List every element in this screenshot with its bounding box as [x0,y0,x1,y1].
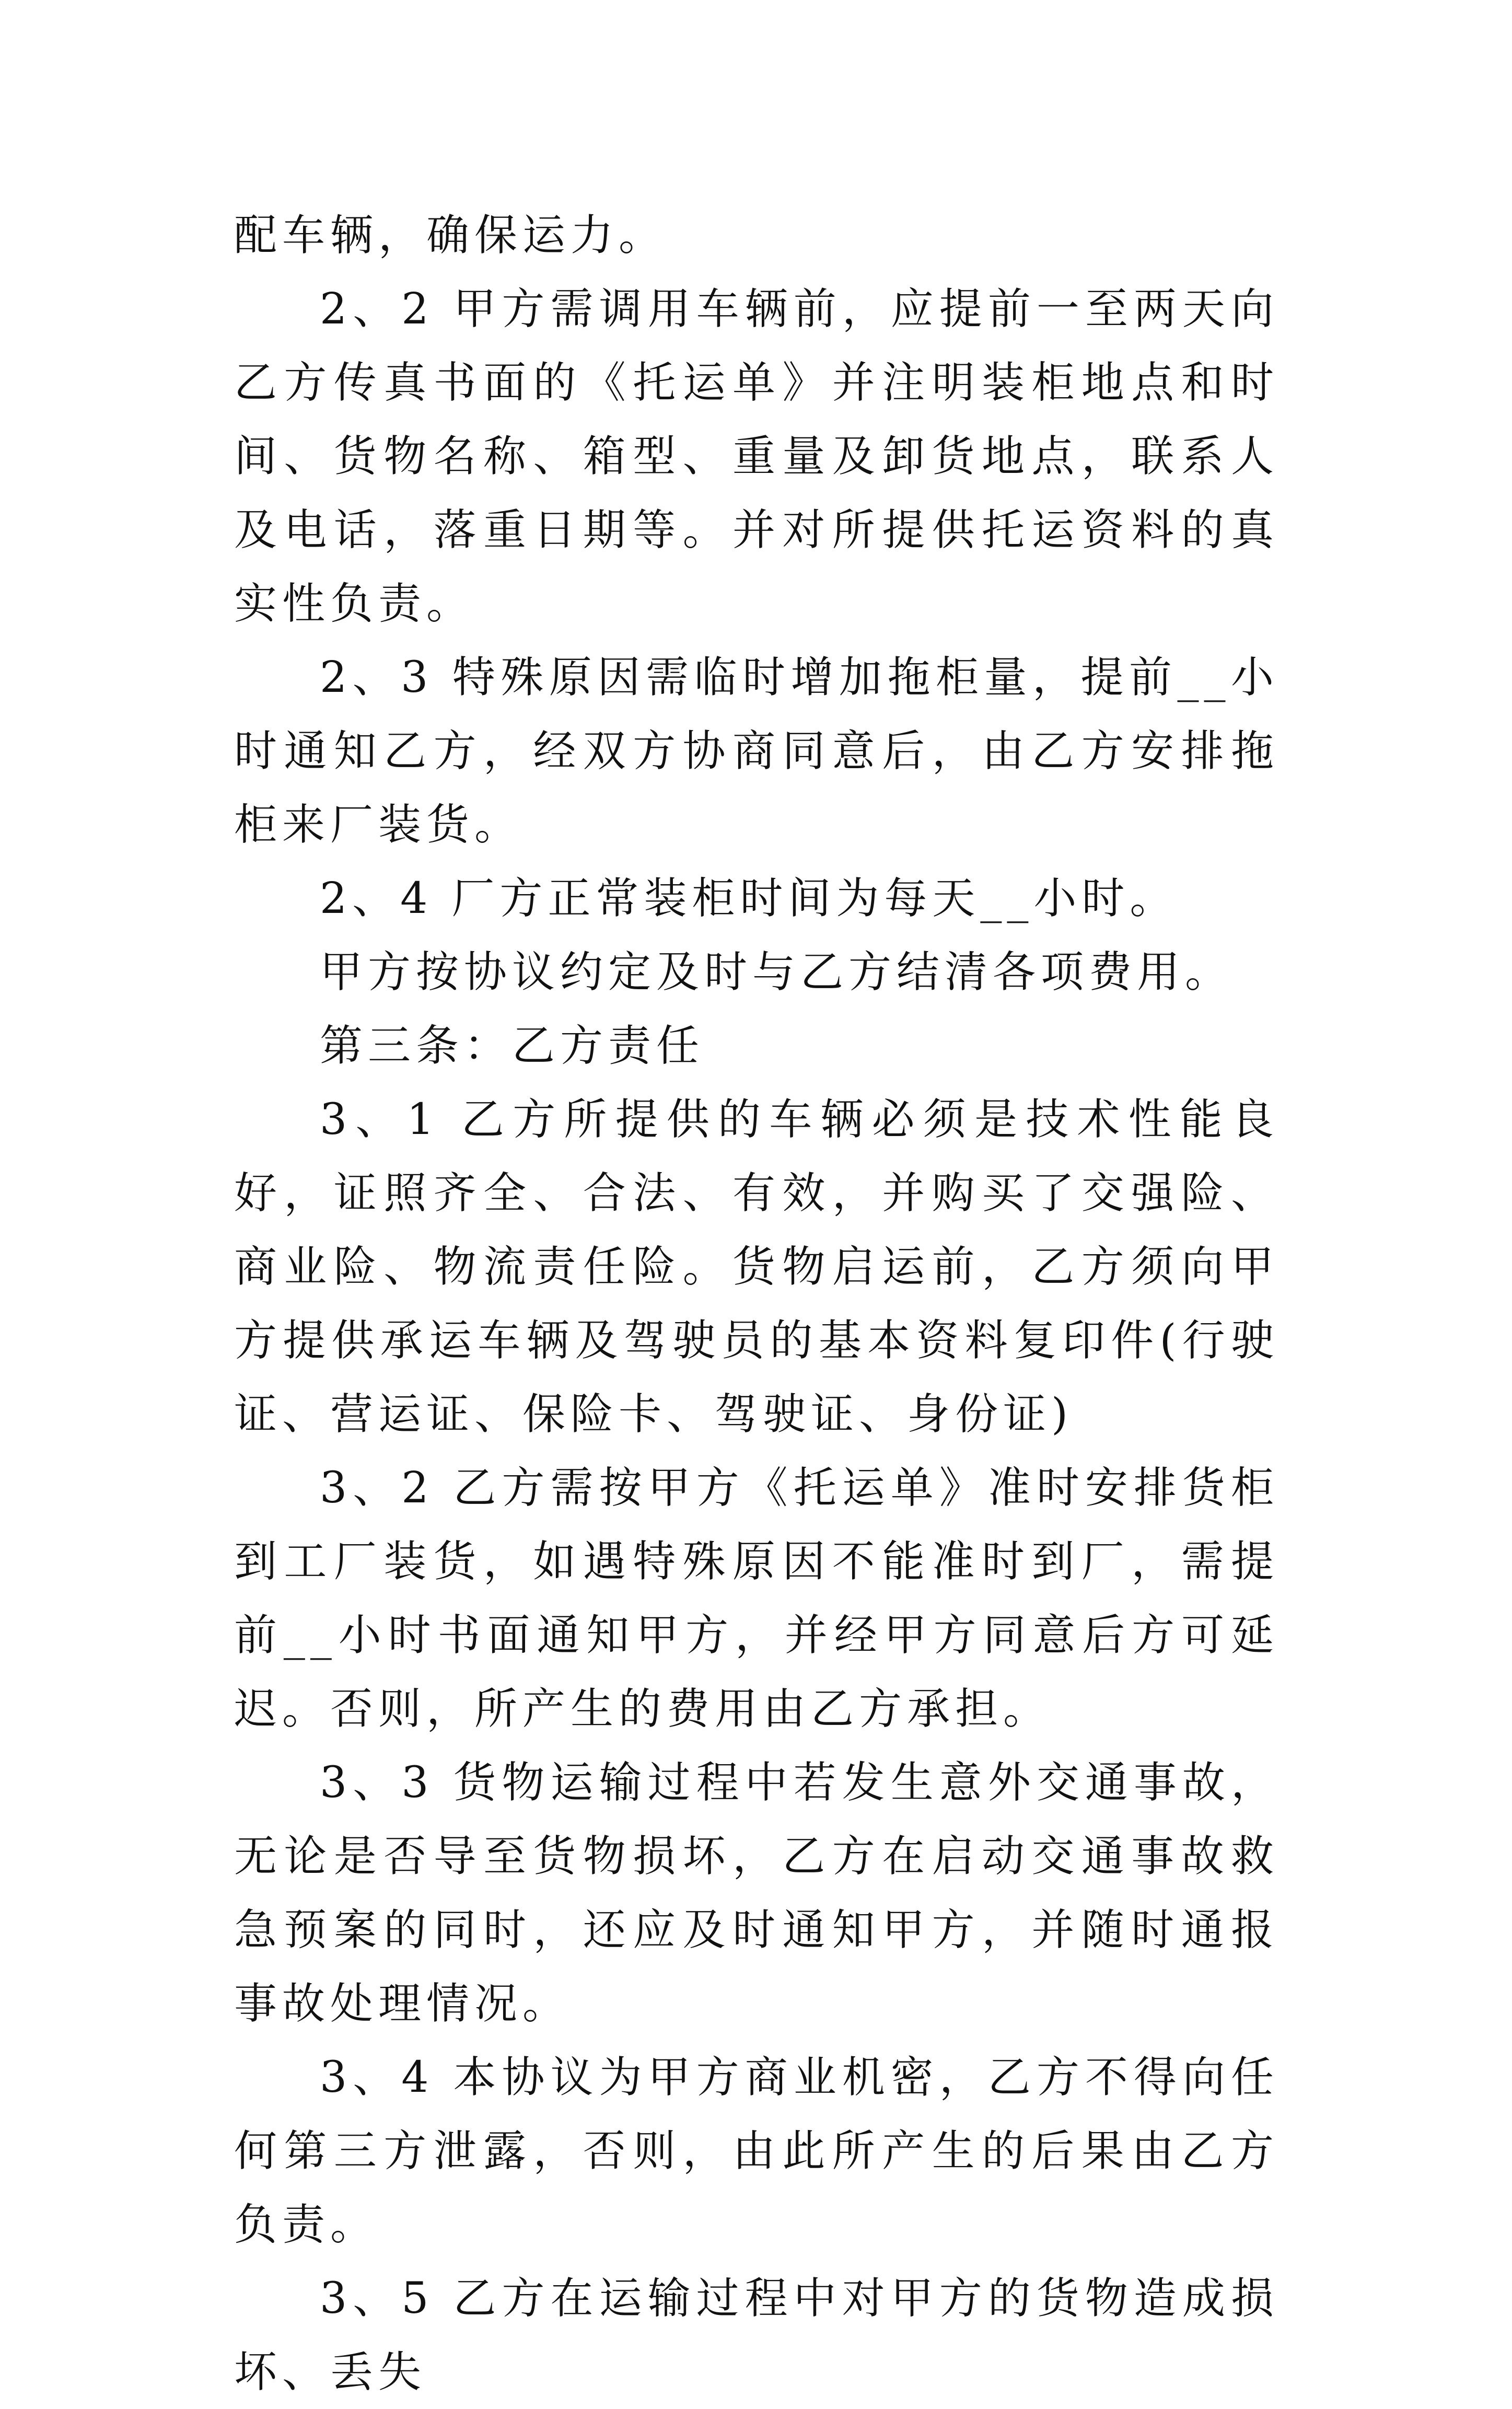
clause-3-3: 3、3 货物运输过程中若发生意外交通事故，无论是否导至货物损坏，乙方在启动交通事故救急预案的同时，还应及时通知甲方，并随时通报事故处理情况。 [234,1758,1279,2029]
section-heading-article-3: 第三条：乙方责任 [320,1021,705,1071]
clause-2-2: 2、2 甲方需调用车辆前，应提前一至两天向乙方传真书面的《托运单》并注明装柜地点和时间、货物名称、箱型、重量及卸货地点，联系人及电话，落重日期等。并对所提供托运资料的真实性负责。 [234,284,1279,629]
clause-2-4: 2、4 厂方正常装柜时间为每天__小时。 [320,874,1178,923]
clause-3-1: 3、1 乙方所提供的车辆必须是技术性能良好，证照齐全、合法、有效，并购买了交强险、商业险、物流责任险。货物启运前，乙方须向甲方提供承运车辆及驾驶员的基本资料复印件(行驶证、营运证、保险卡、驾驶证、身份证) [234,1095,1279,1439]
clause-2-3: 2、3 特殊原因需临时增加拖柜量，提前__小时通知乙方，经双方协商同意后，由乙方安排拖柜来厂装货。 [234,653,1279,850]
clause-3-4: 3、4 本协议为甲方商业机密，乙方不得向任何第三方泄露，否则，由此所产生的后果由乙方负责。 [234,2053,1279,2250]
clause-3-2: 3、2 乙方需按甲方《托运单》准时安排货柜到工厂装货，如遇特殊原因不能准时到厂，需提前__小时书面通知甲方，并经甲方同意后方可延迟。否则，所产生的费用由乙方承担。 [234,1463,1279,1734]
paragraph-continuation: 配车辆，确保运力。 [234,211,667,260]
clause-3-5: 3、5 乙方在运输过程中对甲方的货物造成损坏、丢失 [234,2274,1279,2397]
clause-payment: 甲方按协议约定及时与乙方结清各项费用。 [320,947,1234,997]
document-body [234,199,1279,2409]
